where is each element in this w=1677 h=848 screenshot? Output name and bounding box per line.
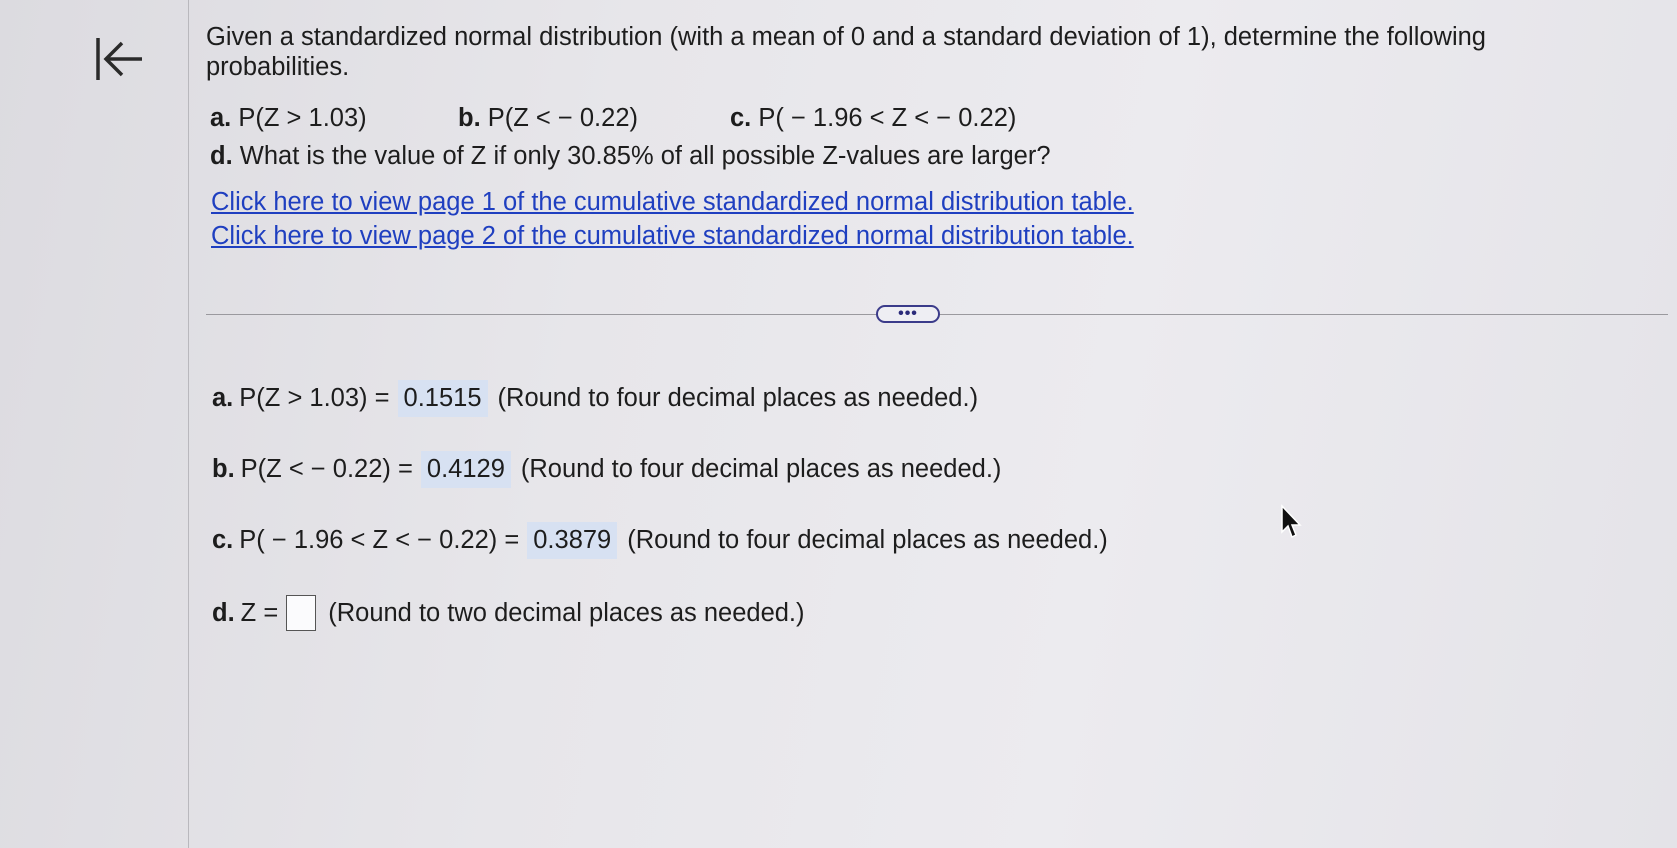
first-page-arrow-icon[interactable] <box>94 34 144 84</box>
answer-b-hint: (Round to four decimal places as needed.) <box>520 455 1002 483</box>
answer-d-hint: (Round to two decimal places as needed.) <box>328 598 805 627</box>
answer-d-label: d. <box>212 598 235 627</box>
answer-c-value[interactable]: 0.3879 <box>527 522 617 559</box>
answer-b <box>212 451 1001 488</box>
part-a-expr: P(Z > 1.03) <box>238 104 367 132</box>
part-a <box>210 104 367 132</box>
answer-d-input[interactable] <box>286 595 316 631</box>
answer-d-expr: Z = <box>240 598 279 627</box>
table-page-2-link[interactable]: Click here to view page 2 of the cumulative standardized normal distribution table. <box>211 222 1134 250</box>
question-text: Given a standardized normal distribution (with a mean of 0 and a standard deviation of 1), determine the following probabilities. <box>206 23 1486 81</box>
more-options-button[interactable]: ••• <box>876 305 940 323</box>
part-c-label: c. <box>730 104 752 132</box>
answer-a-value[interactable]: 0.1515 <box>398 380 488 417</box>
table-page-1-link[interactable]: Click here to view page 1 of the cumulative standardized normal distribution table. <box>211 188 1134 216</box>
answer-a <box>212 380 978 417</box>
answer-b-label: b. <box>212 455 235 483</box>
mouse-pointer-icon <box>1280 504 1304 540</box>
answer-c-expr: P( − 1.96 < Z < − 0.22) = <box>239 526 520 554</box>
part-c-expr: P( − 1.96 < Z < − 0.22) <box>758 104 1017 132</box>
part-d-text: What is the value of Z if only 30.85% of all possible Z-values are larger? <box>239 142 1051 170</box>
answer-c-label: c. <box>212 526 234 554</box>
answer-a-expr: P(Z > 1.03) = <box>239 384 390 412</box>
answer-a-label: a. <box>212 384 234 412</box>
part-d-label: d. <box>210 142 233 170</box>
part-b-expr: P(Z < − 0.22) <box>487 104 639 132</box>
answer-c-hint: (Round to four decimal places as needed.) <box>627 526 1108 554</box>
left-pane <box>0 0 189 848</box>
question-parts <box>210 104 1017 133</box>
answer-b-expr: P(Z < − 0.22) = <box>240 455 413 483</box>
answer-a-hint: (Round to four decimal places as needed.) <box>497 384 979 412</box>
answer-b-value[interactable]: 0.4129 <box>421 451 511 488</box>
answer-c <box>212 522 1108 559</box>
part-b-label: b. <box>458 104 481 132</box>
part-c <box>730 104 1016 133</box>
answer-d <box>212 595 805 631</box>
part-d <box>210 142 1051 171</box>
part-a-label: a. <box>210 104 232 132</box>
part-b <box>458 104 638 133</box>
